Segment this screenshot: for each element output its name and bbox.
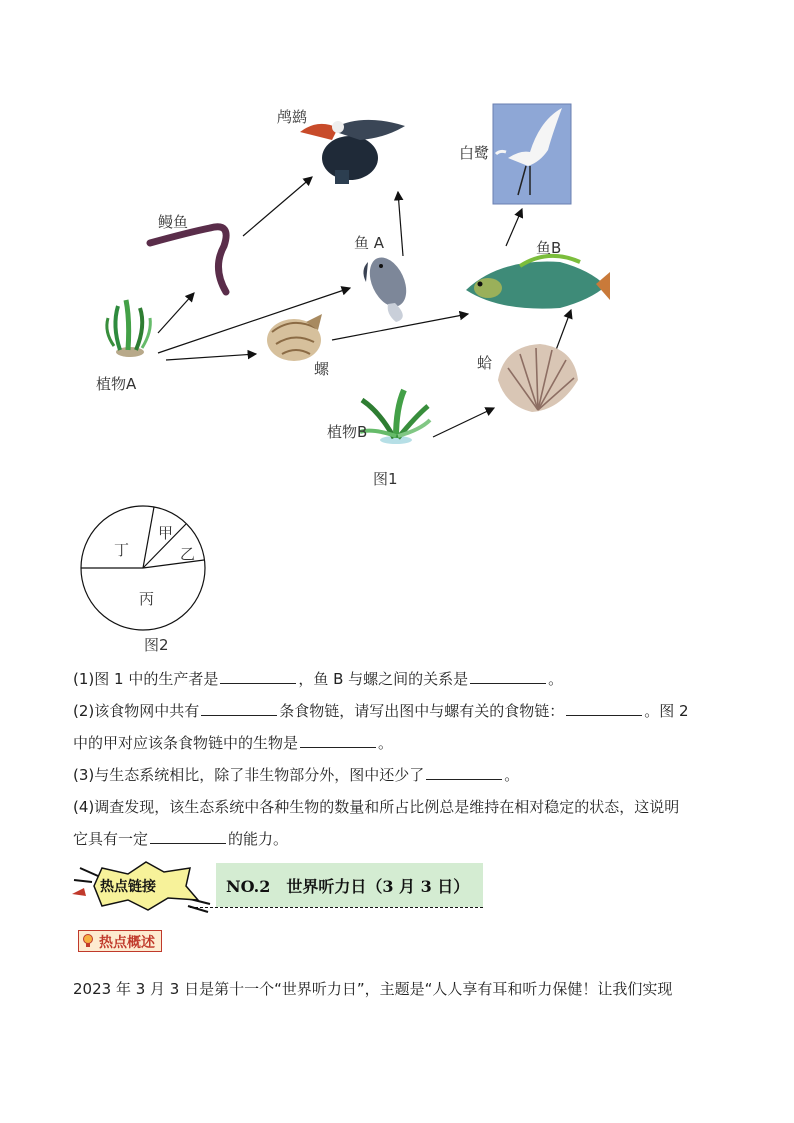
- answer-blank[interactable]: [566, 701, 642, 716]
- fish-b-image: [466, 256, 610, 309]
- answer-blank[interactable]: [150, 829, 226, 844]
- label-egret: 白鹭: [459, 144, 490, 162]
- arrow-fishA-to-pelican: [398, 192, 403, 256]
- label-snail: 螺: [314, 360, 330, 378]
- answer-blank[interactable]: [220, 669, 296, 684]
- snail-image: [267, 314, 322, 361]
- question-2-line-2: 中的甲对应该条食物链中的生物是 。: [73, 734, 394, 752]
- pie-diagram: [78, 503, 208, 633]
- overview-paragraph: 2023 年 3 月 3 日是第十一个“世界听力日”，主题是“人人享有耳和听力保健！让我们实现: [73, 980, 673, 998]
- label-plant-a: 植物A: [96, 375, 137, 393]
- hot-link-title: NO.2 世界听力日（3 月 3 日）: [226, 877, 470, 896]
- food-web-diagram: [0, 0, 794, 500]
- question-2-line-1: (2)该食物网中共有 条食物链，请写出图中与螺有关的食物链： 。图 2: [73, 702, 689, 720]
- question-1: (1)图 1 中的生产者是 ，鱼 B 与螺之间的关系是 。: [73, 670, 564, 688]
- arrow-fishB-to-egret: [506, 209, 522, 246]
- hot-link-badge-text: 热点链接: [100, 879, 156, 895]
- overview-badge-label: 热点概述: [99, 935, 155, 951]
- arrow-plantA-to-eel: [158, 293, 194, 333]
- question-3: (3)与生态系统相比，除了非生物部分外，图中还少了 。: [73, 766, 520, 784]
- question-4-line-1: (4)调查发现，该生态系统中各种生物的数量和所占比例总是维持在相对稳定的状态，这说明: [73, 798, 680, 816]
- label-clam: 蛤: [477, 354, 493, 372]
- arrow-clam-to-fishB: [556, 310, 571, 350]
- label-fish-b: 鱼B: [536, 239, 562, 257]
- arrow-eel-to-pelican: [243, 177, 312, 236]
- label-eel: 鳗鱼: [158, 213, 189, 231]
- sector-bing: 丙: [139, 590, 155, 608]
- question-4-line-2: 它具有一定 的能力。: [73, 830, 289, 848]
- egret-image: [493, 104, 571, 204]
- answer-blank[interactable]: [201, 701, 277, 716]
- answer-blank[interactable]: [426, 765, 502, 780]
- plant-a-image: [107, 300, 150, 357]
- figure2-caption: 图2: [144, 636, 169, 654]
- label-plant-b: 植物B: [327, 423, 368, 441]
- clam-image: [498, 344, 578, 412]
- figure1-caption: 图1: [373, 470, 398, 488]
- overview-badge: [78, 930, 162, 952]
- pelican-image: [300, 120, 405, 184]
- bulb-icon: [82, 933, 94, 947]
- sector-jia: 甲: [158, 524, 174, 542]
- answer-blank[interactable]: [470, 669, 546, 684]
- plant-b-image: [360, 390, 430, 444]
- sector-ding: 丁: [114, 541, 130, 559]
- dashed-divider: [190, 907, 483, 908]
- arrow-plantB-to-clam: [433, 408, 494, 437]
- fish-a-image: [363, 252, 414, 322]
- sector-yi: 乙: [180, 545, 196, 563]
- label-pelican: 鸬鹚: [277, 108, 308, 126]
- arrow-plantA-to-snail: [166, 354, 256, 360]
- eel-image: [150, 227, 226, 292]
- label-fish-a: 鱼 A: [354, 234, 385, 252]
- arrow-plantA-to-fishA: [158, 288, 350, 353]
- answer-blank[interactable]: [300, 733, 376, 748]
